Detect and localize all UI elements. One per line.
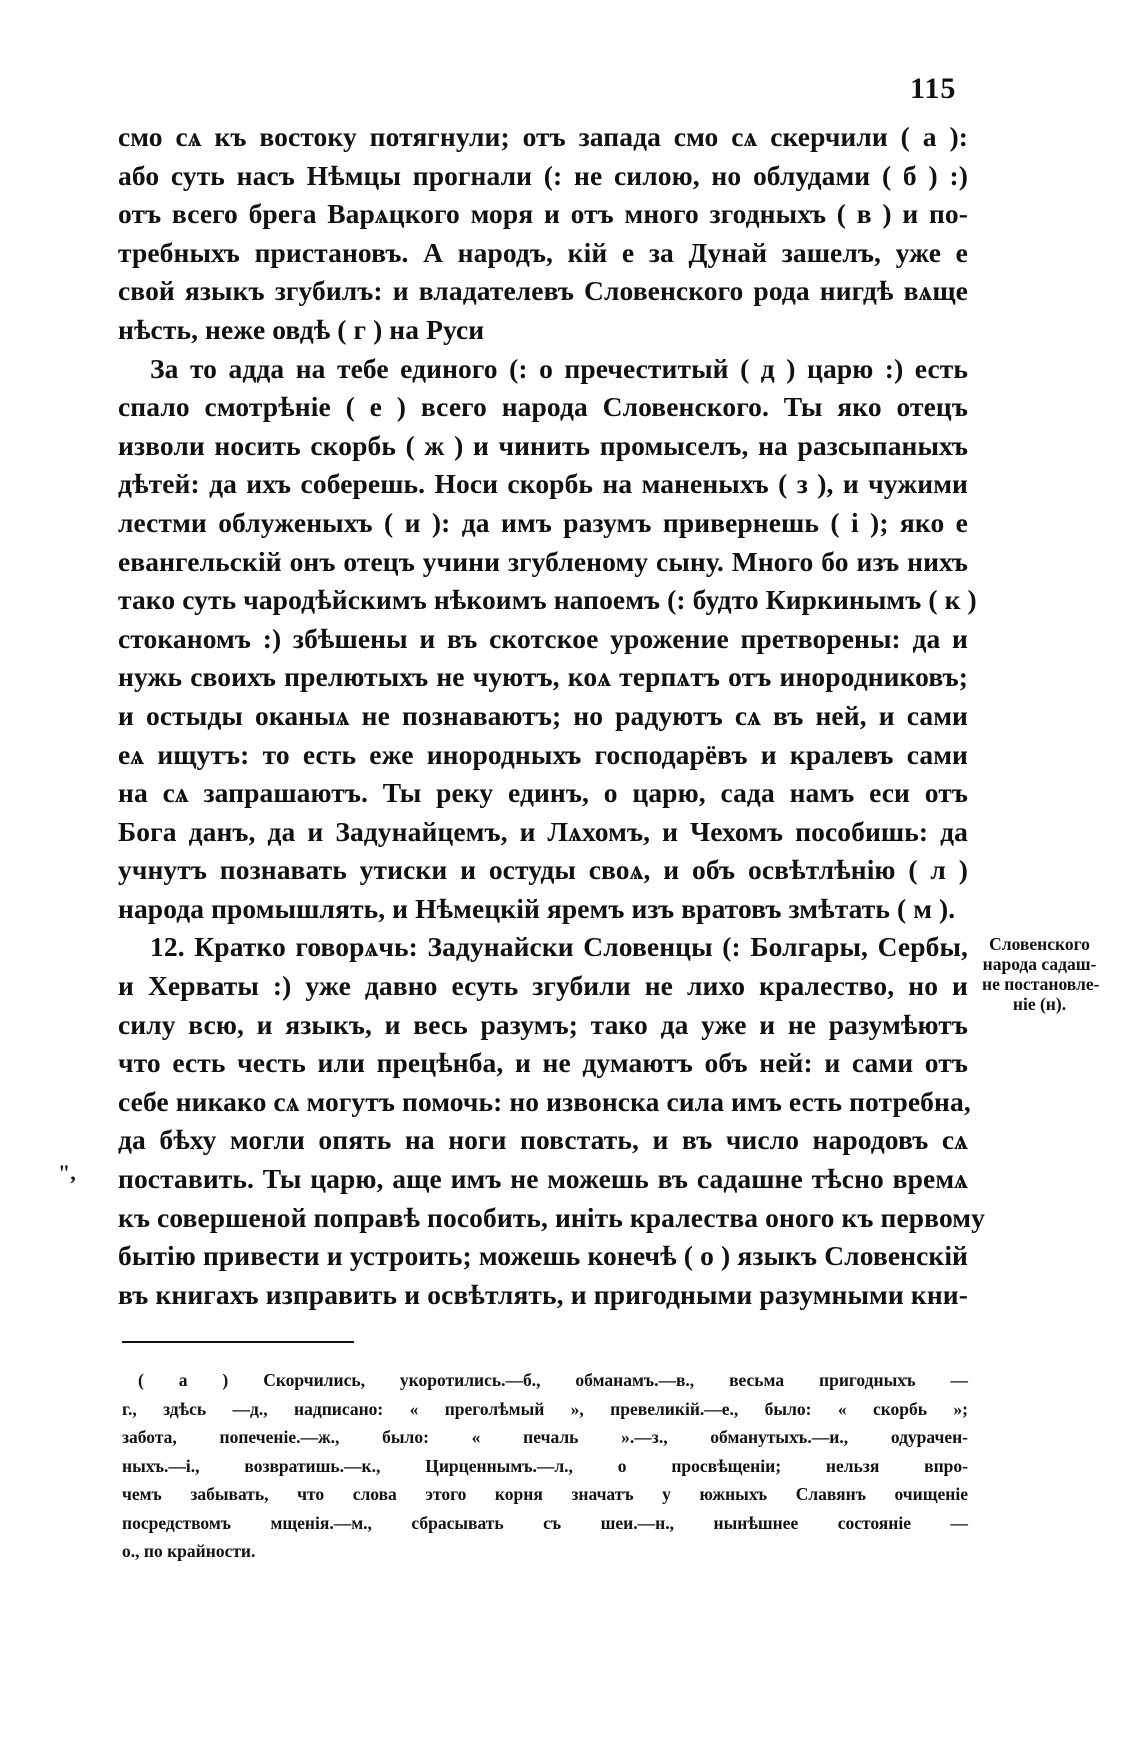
footnotes — [122, 1366, 968, 1566]
text-line: что есть честь или прецѣнба, и не думаютъ объ ней: и сами отъ — [118, 1047, 968, 1079]
text-line: и Херваты :) уже давно есуть згубили не лихо кралество, но и — [118, 970, 968, 1002]
footnote-line: ныхъ.—і., возвратишь.—к., Цирценнымъ.—л., о просвѣщеніи; нельзя впро- — [122, 1455, 968, 1476]
text-line: народа промышлять, и Нѣмецкій яремъ изъ вратовъ змѣтать ( м ). — [118, 892, 956, 924]
text-line: въ книгахъ изправить и освѣтлять, и пригодными разумными кни- — [118, 1278, 968, 1310]
text-line: отъ всего брега Варѧцкого моря и отъ много згодныхъ ( в ) и по- — [118, 198, 968, 230]
main-text — [118, 118, 985, 1314]
text-line: еѧ ищутъ: то есть еже инородныхъ господарёвъ и кралевъ сами — [118, 738, 968, 770]
text-line: 12. Кратко говорѧчь: Задунайски Словенцы (: Болгары, Сербы, — [150, 931, 968, 963]
text-line: тако суть чародѣйскимъ нѣкоимъ напоемъ (: будто Киркинымъ ( к ) — [118, 584, 977, 616]
text-line: учнутъ познавать утиски и остуды своѧ, и объ освѣтлѣнію ( л ) — [118, 854, 968, 886]
footnote-divider — [122, 1341, 354, 1343]
text-line: себе никако сѧ могутъ помочь: но извонска сила имъ есть потребна, — [118, 1085, 971, 1117]
footnote-line: забота, попеченіе.—ж., было: « печаль ».—з., обманутыхъ.—и., одурачен- — [122, 1427, 968, 1447]
margin-note-line: Словенского — [989, 934, 1090, 954]
text-line: За то адда на тебе единого (: о пречеститый ( д ) царю :) есть — [150, 352, 968, 384]
text-line: и остыды оканыѧ не познаваютъ; но радуютъ сѧ въ ней, и сами — [118, 699, 968, 731]
text-line: спало смотрѣніе ( е ) всего народа Словенского. Ты яко отецъ — [118, 391, 968, 423]
footnote-line: ( а ) Скорчились, укоротились.—б., обманамъ.—в., весьма пригодныхъ — — [138, 1370, 968, 1390]
page-number: 115 — [910, 72, 957, 105]
text-line: къ совершеной поправѣ пособить, иніть кралества оного къ первому — [118, 1201, 985, 1233]
text-line: нужь своихъ прелютыхъ не чуютъ, коѧ терпѧтъ отъ инородниковъ; — [118, 661, 968, 693]
text-line: Бога данъ, да и Задунайцемъ, и Лѧхомъ, и Чехомъ пособишь: да — [118, 815, 968, 847]
footnote-line: г., здѣсь —д., надписано: « преголѣмый », превеликій.—е., было: « скорбь »; — [122, 1398, 968, 1419]
text-line: евангельскій онъ отецъ учини згубленому сыну. Много бо изъ нихъ — [118, 545, 968, 577]
text-line: дѣтей: да ихъ соберешь. Носи скорбь на маненыхъ ( з ), и чужими — [118, 468, 968, 500]
text-line: поставить. Ты царю, аще имъ не можешь въ садашне тѣсно времѧ — [118, 1163, 968, 1195]
stray-mark: ", — [58, 1160, 76, 1185]
text-line: силу всю, и языкъ, и весь разумъ; тако да уже и не разумѣютъ — [118, 1008, 968, 1040]
margin-note-line: ніе (н). — [1012, 994, 1067, 1014]
text-line: на сѧ запрашаютъ. Ты реку единъ, о царю, сада намъ еси отъ — [118, 777, 968, 809]
footnote-line: о., по крайности. — [122, 1541, 256, 1561]
text-line: або суть насъ Нѣмцы прогнали (: не силою, но облудами ( б ) :) — [118, 159, 968, 191]
text-line: да бѣху могли опять на ноги повстать, и въ число народовъ сѧ — [118, 1124, 968, 1156]
footnote-line: посредствомъ мщенія.—м., сбрасывать съ шеи.—н., нынѣшнее состояніе — — [122, 1512, 968, 1533]
text-line: изволи носить скорбь ( ж ) и чинить промыселъ, на разсыпаныхъ — [118, 429, 968, 461]
footnote-line: чемъ забывать, что слова этого корня значатъ у южныхъ Славянъ очищеніе — [122, 1484, 968, 1504]
text-line: смо сѧ къ востоку потягнули; отъ запада смо сѧ скерчили ( а ): — [118, 121, 968, 152]
margin-note — [982, 934, 1100, 1014]
text-line: бытію привести и устроить; можешь конечѣ ( о ) языкъ Словенскій — [118, 1240, 968, 1272]
text-line: требныхъ пристановъ. А народъ, кій е за Дунай зашелъ, уже е — [118, 236, 968, 268]
text-line: стоканомъ :) збѣшены и въ скотское урожение претворены: да и — [118, 622, 968, 654]
margin-note-line: не постановле- — [982, 974, 1100, 994]
text-line: лестми облуженыхъ ( и ): да имъ разумъ привернешь ( і ); яко е — [118, 506, 968, 538]
text-line: свой языкъ згубилъ: и владателевъ Словенского рода нигдѣ вѧще — [118, 275, 968, 307]
text-line: нѣсть, неже овдѣ ( г ) на Руси — [118, 313, 485, 345]
margin-note-line: народа садаш- — [982, 954, 1097, 974]
